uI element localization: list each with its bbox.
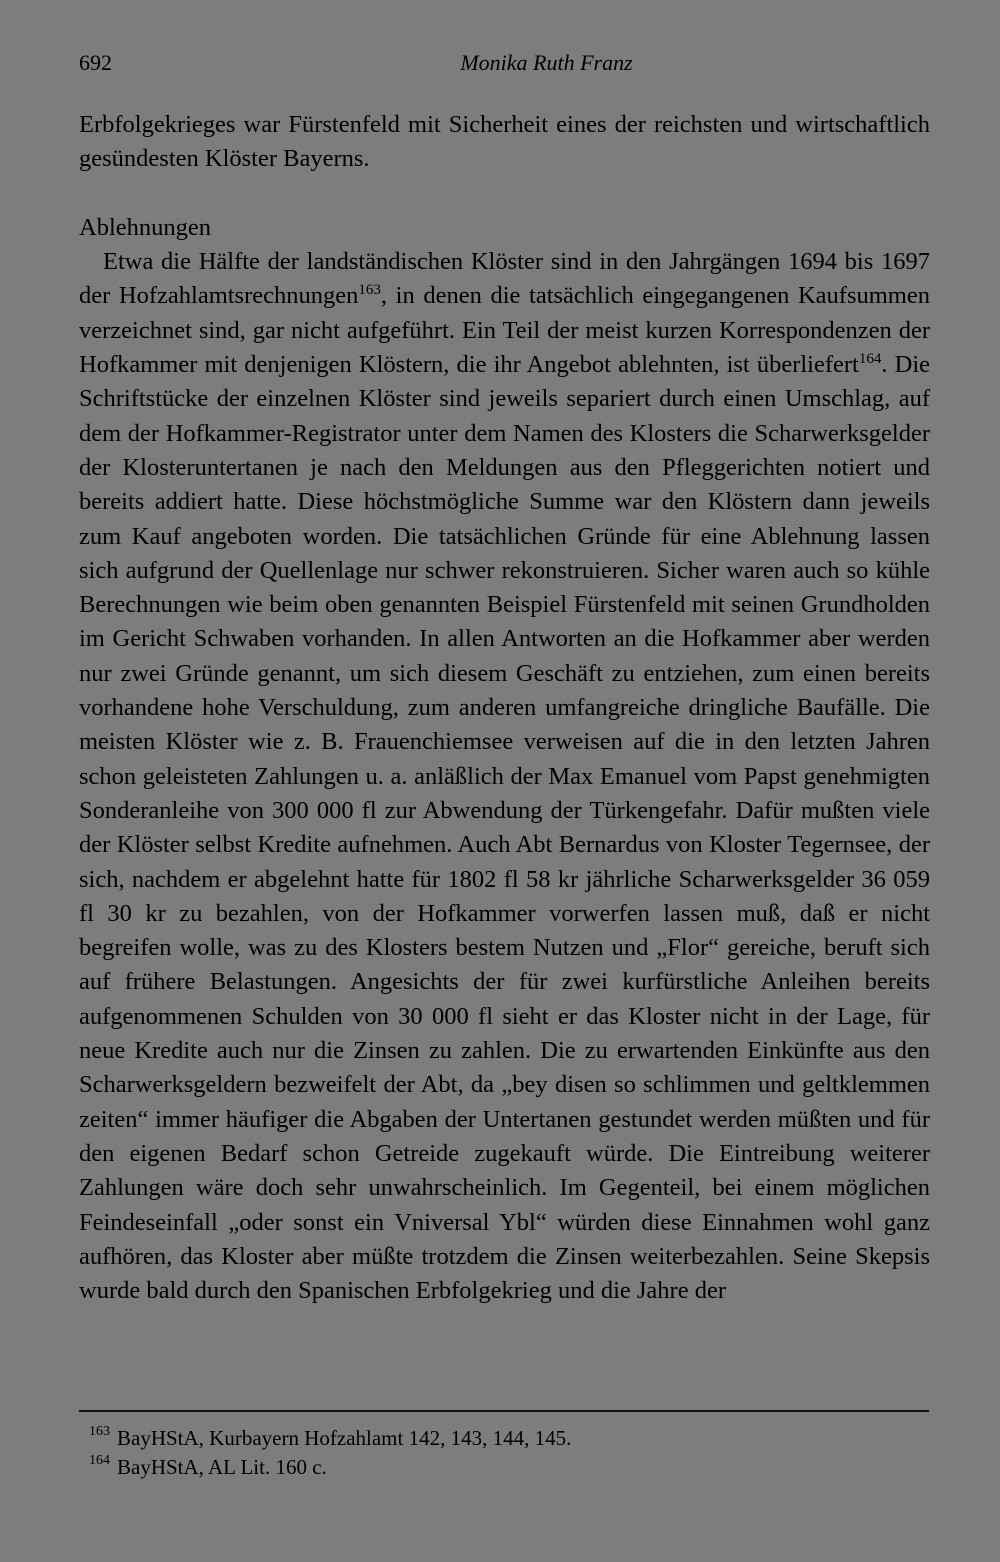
footnote [79, 1453, 930, 1482]
footnote [79, 1424, 930, 1453]
running-head: Monika Ruth Franz [460, 50, 633, 75]
footnote-divider [79, 1410, 929, 1412]
footnote-text: BayHStA, AL Lit. 160 c. [117, 1455, 327, 1479]
continuation-paragraph: Erbfolgekrieges war Fürstenfeld mit Sicherheit eines der reichsten und wirtschaftlich gesündesten Klöster Bayerns. [79, 111, 930, 173]
footnote-text: BayHStA, Kurbayern Hofzahlamt 142, 143, 144, 145. [117, 1426, 572, 1450]
main-text [79, 108, 930, 1308]
paragraph-text-part1: Etwa die Hälfte der landständischen Klöster sind in den Jahrgängen 1694 bis 1697 der Hofzahlamtsrechnungen [79, 248, 930, 310]
body-paragraph [79, 245, 930, 1308]
paragraph-text-part2: , in denen die tatsächlich eingegangenen Kaufsummen verzeichnet sind, gar nicht aufgeführt. Ein Teil der meist kurzen Korrespondenzen der Hofkammer mit denjenigen Klöstern, die ihr Angebot ablehnten, ist überliefert [79, 282, 930, 379]
page-number: 692 [79, 50, 112, 75]
section-heading: Ablehnungen [79, 213, 211, 241]
paragraph-text-part3: . Die Schriftstücke der einzelnen Klöster sind jeweils separiert durch einen Umschlag, auf dem der Hofkammer-Registrator unter dem Namen des Klosters die Scharwerksgelder der Klosteruntertanen je nach den Meldungen aus den Pfleggerichten notiert und bereits addiert hatte. Diese höchstmögliche Summe war den Klöstern dann jeweils zum Kauf angeboten worden. Die tatsächlichen Gründe für eine Ablehnung lassen sich aufgrund der Quellenlage nur schwer rekonstruieren. Sicher waren auch so kühle Berechnungen wie beim oben genannten Beispiel Fürstenfeld mit seinen Grundholden im Gericht Schwaben vorhanden. In allen Antworten an die Hofkammer aber werden nur zwei Gründe genannt, um sich diesem Geschäft zu entziehen, zum einen bereits vorhandene hohe Verschuldung, zum anderen umfangreiche dringliche Baufälle. Die meisten Klöster wie z. B. Frauenchiemsee verweisen auf die in den letzten Jahren schon geleisteten Zahlungen u. a. anläßlich der Max Emanuel vom Papst genehmigten Sonderanleihe von 300 000 fl zur Abwendung der Türkengefahr. Dafür mußten viele der Klöster selbst Kredite aufnehmen. Auch Abt Bernardus von Kloster Tegernsee, der sich, nachdem er abgelehnt hatte für 1802 fl 58 kr jährliche Scharwerksgelder 36 059 fl 30 kr zu bezahlen, von der Hofkammer vorwerfen lassen muß, daß er nicht begreifen wolle, was zu des Klosters bestem Nutzen und „Flor“ gereiche, beruft sich auf frühere Belastungen. Angesichts der für zwei kurfürstliche Anleihen bereits aufgenommenen Schulden von 30 000 fl sieht er das Kloster nicht in der Lage, für neue Kredite auch nur die Zinsen zu zahlen. Die zu erwartenden Einkünfte aus den Scharwerksgeldern bezweifelt der Abt, da „bey disen so schlimmen und geltklemmen zeiten“ immer häufiger die Abgaben der Untertanen gestundet werden müßten und für den eigenen Bedarf schon Getreide zugekauft würde. Die Eintreibung weiterer Zahlungen wäre doch sehr unwahrscheinlich. Im Gegenteil, bei einem möglichen Feindeseinfall „oder sonst ein Vniversal Ybl“ würden diese Einnahmen wohl ganz aufhören, das Kloster aber müßte trotzdem die Zinsen weiterbezahlen. Seine Skepsis wurde bald durch den Spanischen Erbfolgekrieg und die Jahre der [79, 351, 931, 1305]
page-header [79, 46, 930, 80]
footnote-reference-164: 164 [858, 351, 882, 368]
footnote-reference-163: 163 [358, 282, 381, 299]
footnotes [79, 1424, 930, 1482]
footnote-number: 163 [89, 1424, 110, 1439]
footnote-number: 164 [89, 1453, 110, 1468]
